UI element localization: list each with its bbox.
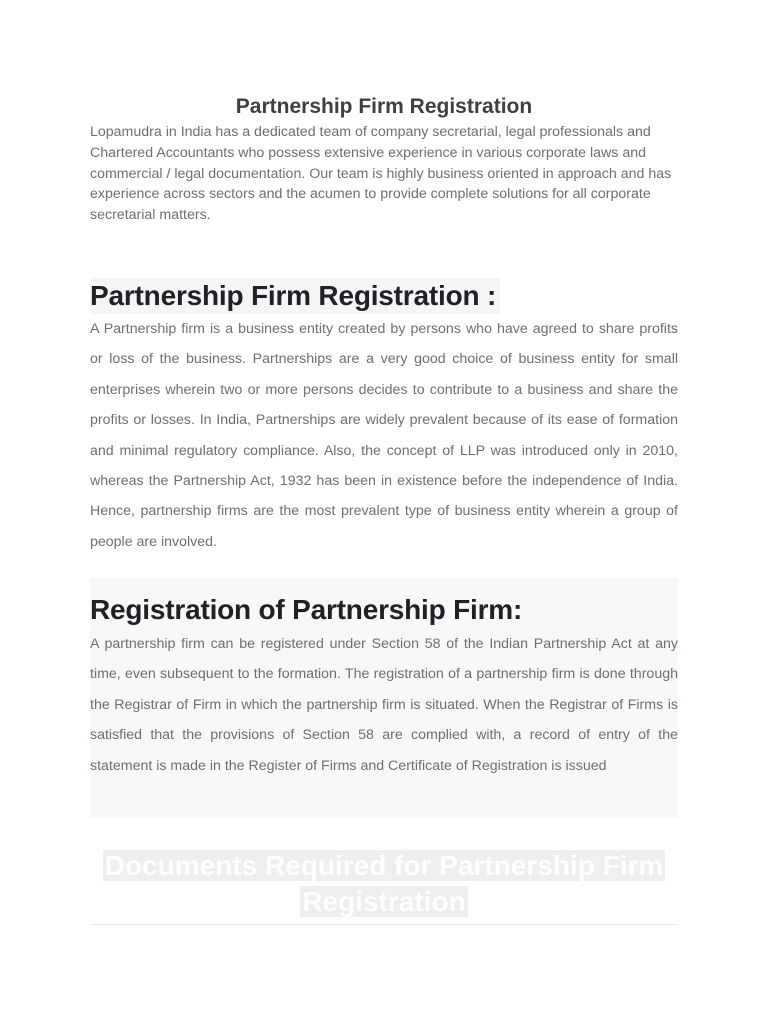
section-heading: Documents Required for Partnership Firm Registration — [104, 850, 664, 917]
divider — [90, 924, 678, 925]
section-body: A partnership firm can be registered under Section 58 of the Indian Partnership Act at any time, even subsequent to the formation. The registration of a partnership firm is done through the Registrar of Firm in which the partnership firm is situated. When the Registrar of Firms is satisfied that the provisions of Section 58 are complied with, a record of entry of the statement is made in the Register of Firms and Certificate of Registration is issued — [90, 636, 678, 774]
section-documents-required — [90, 848, 678, 920]
page-title: Partnership Firm Registration — [235, 95, 533, 118]
section-body: A Partnership firm is a business entity created by persons who have agreed to share profits or loss of the business. Partnerships are a very good choice of business entity for small enterprises wherein two or more persons decides to contribute to a business and share the profits or losses. In India, Partnerships are widely prevalent because of its ease of formation and minimal regulatory compliance. Also, the concept of LLP was introduced only in 2010, whereas the Partnership Act, 1932 has been in existence before the independence of India. Hence, partnership firms are the most prevalent type of business entity wherein a group of people are involved. — [90, 321, 678, 550]
section-registration-of-partnership-firm — [90, 578, 678, 818]
section-heading: Partnership Firm Registration : — [90, 278, 500, 314]
section-partnership-firm-registration — [90, 278, 678, 557]
section-heading: Registration of Partnership Firm: — [90, 594, 523, 625]
intro-paragraph: Lopamudra in India has a dedicated team of company secretarial, legal professionals and Chartered Accountants who possess extensive experience in various corporate laws and commercial / legal documentation. Our team is highly business oriented in approach and has experience across sectors and the acumen to provide complete solutions for all corporate secretarial matters. — [90, 124, 672, 224]
